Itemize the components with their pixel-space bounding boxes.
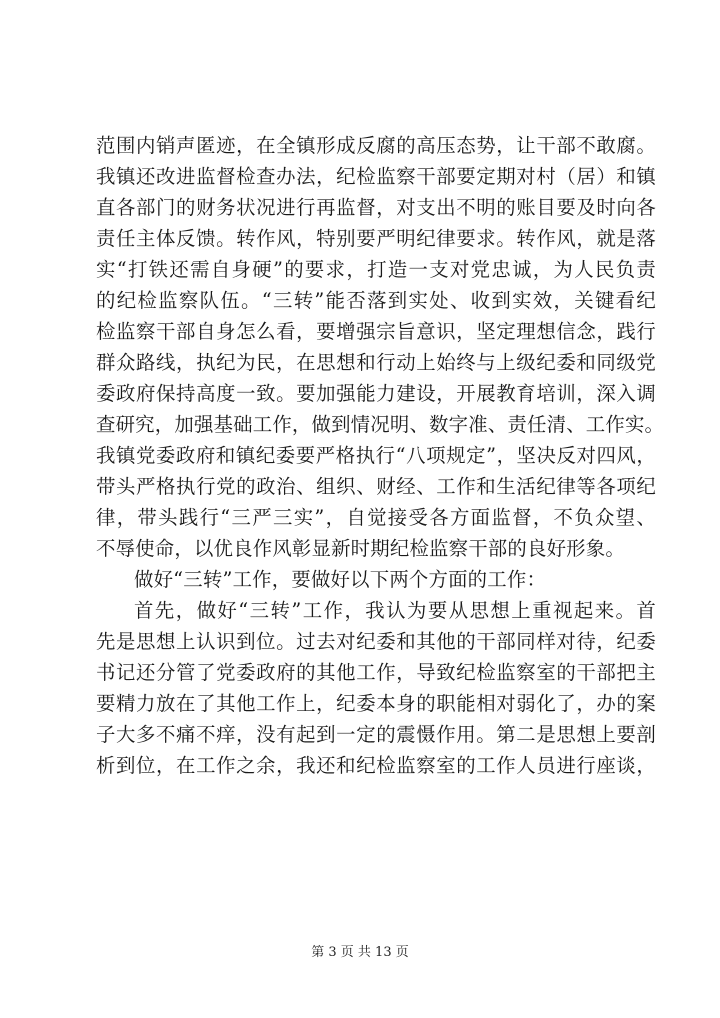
paragraph-start-line: 首先，做好“三转”工作，我认为要从思想上重视起来。首 bbox=[134, 599, 656, 622]
text-line: 律，带头践行“三严三实”，自觉接受各方面监督，不负众望、 bbox=[96, 506, 656, 529]
text-line: 直各部门的财务状况进行再监督，对支出不明的账目要及时向各 bbox=[96, 196, 656, 219]
text-line: 不辱使命，以优良作风彰显新时期纪检监察干部的良好形象。 bbox=[96, 537, 625, 560]
text-line: 子大多不痛不痒，没有起到一定的震慑作用。第二是思想上要剖 bbox=[96, 723, 656, 746]
text-line: 先是思想上认识到位。过去对纪委和其他的干部同样对待，纪委 bbox=[96, 630, 656, 653]
text-line: 实“打铁还需自身硬”的要求，打造一支对党忠诚，为人民负责 bbox=[96, 258, 656, 281]
paragraph-start-line: 做好“三转”工作，要做好以下两个方面的工作： bbox=[134, 568, 547, 591]
text-line: 要精力放在了其他工作上，纪委本身的职能相对弱化了，办的案 bbox=[96, 692, 656, 715]
text-line: 范围内销声匿迹，在全镇形成反腐的高压态势，让干部不敢腐。 bbox=[96, 134, 656, 157]
text-line: 责任主体反馈。转作风，特别要严明纪律要求。转作风，就是落 bbox=[96, 227, 656, 250]
page-number-footer: 第 3 页 共 13 页 bbox=[311, 945, 409, 960]
text-line: 委政府保持高度一致。要加强能力建设，开展教育培训，深入调 bbox=[96, 382, 656, 405]
text-line: 书记还分管了党委政府的其他工作，导致纪检监察室的干部把主 bbox=[96, 661, 656, 684]
text-line: 检监察干部自身怎么看，要增强宗旨意识，坚定理想信念，践行 bbox=[96, 320, 656, 343]
text-line: 我镇党委政府和镇纪委要严格执行“八项规定”，坚决反对四风， bbox=[96, 444, 656, 467]
text-line: 的纪检监察队伍。“三转”能否落到实处、收到实效，关键看纪 bbox=[96, 289, 656, 312]
text-line: 析到位，在工作之余，我还和纪检监察室的工作人员进行座谈， bbox=[96, 754, 656, 777]
text-line: 带头严格执行党的政治、组织、财经、工作和生活纪律等各项纪 bbox=[96, 475, 656, 498]
body-text bbox=[96, 130, 665, 781]
text-line: 查研究，加强基础工作，做到情况明、数字准、责任清、工作实。 bbox=[96, 413, 665, 436]
text-line: 群众路线，执纪为民，在思想和行动上始终与上级纪委和同级党 bbox=[96, 351, 656, 374]
text-line: 我镇还改进监督检查办法，纪检监察干部要定期对村（居）和镇 bbox=[96, 165, 656, 188]
